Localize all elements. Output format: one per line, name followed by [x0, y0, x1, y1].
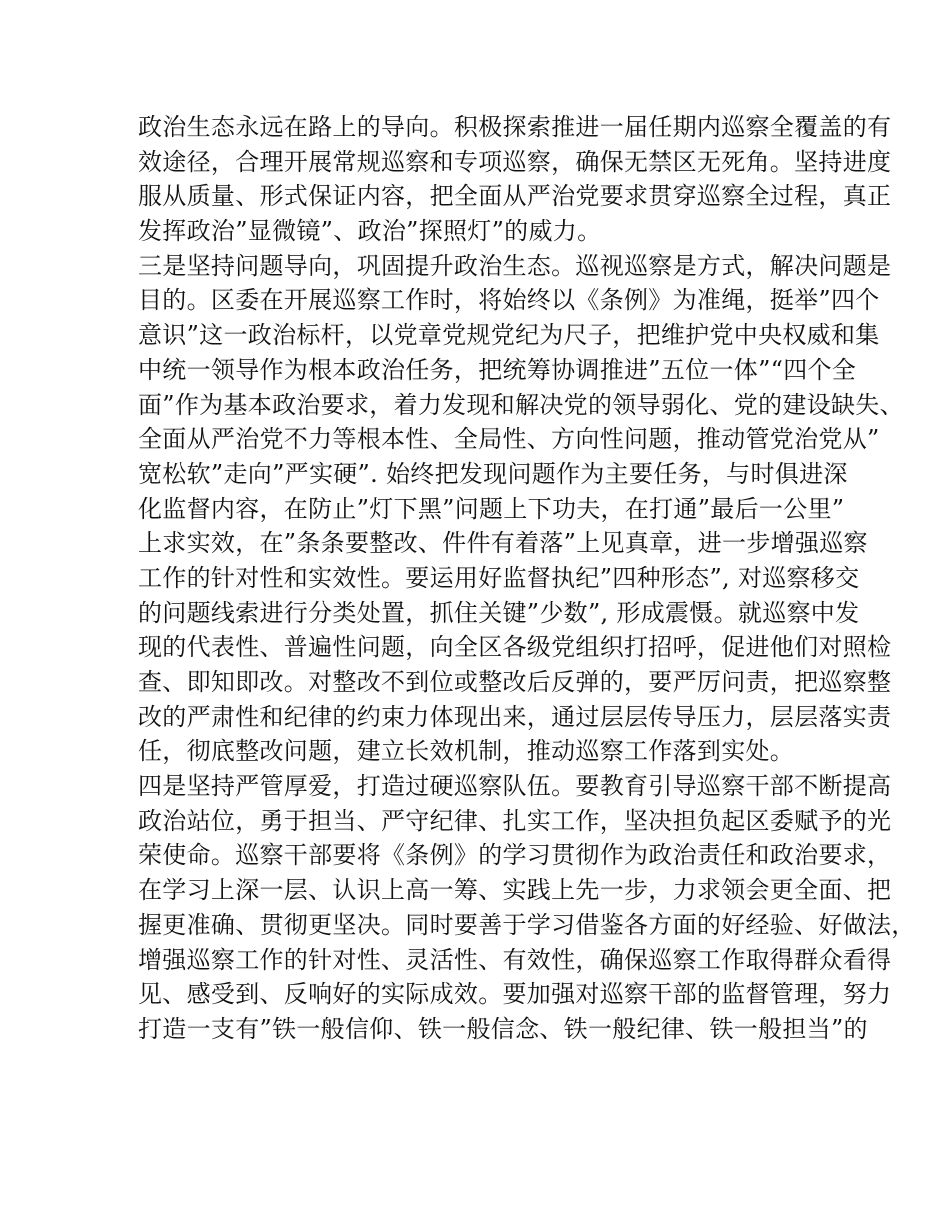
text-line: 目的。区委在开展巡察工作时，将始终以《条例》为准绳，挺举”四个	[138, 286, 880, 315]
text-line: 的问题线索进行分类处置，抓住关键”少数”, 形成震慑。就巡察中发	[138, 598, 860, 627]
text-line: 全面从严治党不力等根本性、全局性、方向性问题，推动管党治党从”	[138, 425, 880, 454]
text-line: 荣使命。巡察干部要将《条例》的学习贯彻作为政治责任和政治要求，	[138, 841, 892, 870]
text-line: 见、感受到、反响好的实际成效。要加强对巡察干部的监督管理，努力	[138, 980, 892, 1009]
text-line: 政治生态永远在路上的导向。积极探索推进一届任期内巡察全覆盖的有	[138, 113, 892, 141]
text-line: 面”作为基本政治要求，着力发现和解决党的领导弱化、党的建设缺失、	[138, 390, 904, 419]
text-line: 改的严肃性和纪律的约束力体现出来，通过层层传导压力，层层落实责	[138, 702, 892, 731]
text-line: 查、即知即改。对整改不到位或整改后反弹的，要严厉问责，把巡察整	[138, 668, 892, 696]
text-line: 在学习上深一层、认识上高一筹、实践上先一步，力求领会更全面、把	[138, 876, 892, 905]
document-body	[138, 110, 916, 1047]
text-line: 化监督内容，在防止”灯下黑”问题上下功夫，在打通”最后一公里”	[138, 494, 845, 523]
text-line: 现的代表性、普遍性问题，向全区各级党组织打招呼，促进他们对照检	[138, 633, 892, 662]
text-line: 工作的针对性和实效性。要运用好监督执纪”四种形态”, 对巡察移交	[138, 563, 860, 592]
text-line: 增强巡察工作的针对性、灵活性、有效性，确保巡察工作取得群众看得	[138, 945, 892, 974]
text-line: 服从质量、形式保证内容，把全面从严治党要求贯穿巡察全过程，真正	[138, 182, 892, 211]
text-line: 握更准确、贯彻更坚决。同时要善于学习借鉴各方面的好经验、好做法，	[138, 910, 916, 939]
text-line: 意识”这一政治标杆，以党章党规党纪为尺子，把维护党中央权威和集	[138, 321, 880, 350]
text-line: 效途径，合理开展常规巡察和专项巡察，确保无禁区无死角。坚持进度	[138, 147, 892, 176]
text-line: 政治站位，勇于担当、严守纪律、扎实工作，坚决担负起区委赋予的光	[138, 806, 892, 835]
text-line: 任，彻底整改问题，建立长效机制，推动巡察工作落到实处。	[138, 737, 795, 766]
text-line: 中统一领导作为根本政治任务，把统筹协调推进”五位一体”“四个全	[138, 355, 857, 384]
text-line: 打造一支有”铁一般信仰、铁一般信念、铁一般纪律、铁一般担当”的	[138, 1014, 868, 1043]
document-page	[138, 110, 916, 1210]
text-line: 上求实效，在”条条要整改、件件有着落”上见真章，进一步增强巡察	[138, 529, 868, 558]
text-line: 四是坚持严管厚爱，打造过硬巡察队伍。要教育引导巡察干部不断提高	[138, 772, 892, 801]
text-line: 宽松软”走向”严实硬”. 始终把发现问题作为主要任务，与时俱进深	[138, 459, 848, 488]
text-line: 三是坚持问题导向，巩固提升政治生态。巡视巡察是方式，解决问题是	[138, 251, 892, 280]
text-line: 发挥政治”显微镜”、政治”探照灯”的威力。	[138, 217, 602, 246]
